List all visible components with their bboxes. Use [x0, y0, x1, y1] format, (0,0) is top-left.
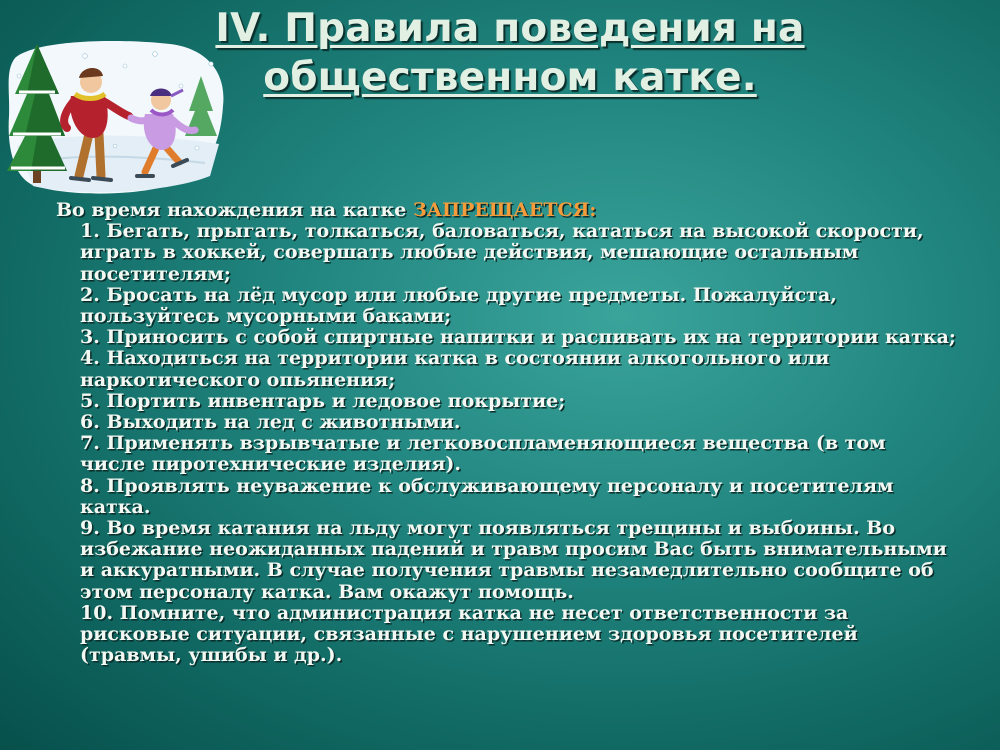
rule-item-6: 6. Выходить на лед с животными. — [80, 411, 461, 434]
slide-title — [180, 4, 840, 102]
rules-list — [56, 221, 956, 666]
rule-item-7: 7. Применять взрывчатые и легковоспламеняющиеся вещества (в том числе пиротехнические изделия). — [80, 432, 886, 476]
rules-content — [56, 200, 956, 666]
title-line-2: общественном катке. — [263, 55, 757, 100]
rule-item-1: 1. Бегать, прыгать, толкаться, баловаться, кататься на высокой скорости, играть в хоккей, совершать любые действия, мешающие остальным посетителям; — [80, 220, 924, 285]
rule-item-5: 5. Портить инвентарь и ледовое покрытие; — [80, 389, 566, 412]
rule-item-4: 4. Находиться на территории катка в состоянии алкогольного или наркотического опьянения; — [80, 347, 830, 391]
rule-item-3: 3. Приносить с собой спиртные напитки и распивать их на территории катка; — [80, 326, 956, 349]
rules-intro — [56, 200, 956, 221]
rule-item-8: 8. Проявлять неуважение к обслуживающему персоналу и посетителям катка. — [80, 474, 894, 518]
rule-item-9: 9. Во время катания на льду могут появляться трещины и выбоины. Во избежание неожиданных падений и травм просим Вас быть внимательными и аккуратными. В случае получения травмы незамедлительно сообщите об этом персоналу катка. Вам окажут помощь. — [80, 517, 947, 603]
skaters-illustration — [5, 36, 227, 196]
rule-item-10: 10. Помните, что администрация катка не несет ответственности за рисковые ситуации, связанные с нарушением здоровья посетителей (травмы, ушибы и др.). — [80, 601, 858, 667]
title-line-1: IV. Правила поведения на — [215, 6, 805, 51]
forbidden-label: ЗАПРЕЩАЕТСЯ: — [412, 199, 597, 221]
intro-text: Во время нахождения на катке — [56, 199, 413, 221]
rule-item-2: 2. Бросать на лёд мусор или любые другие предметы. Пожалуйста, пользуйтесь мусорными баками; — [80, 283, 837, 328]
